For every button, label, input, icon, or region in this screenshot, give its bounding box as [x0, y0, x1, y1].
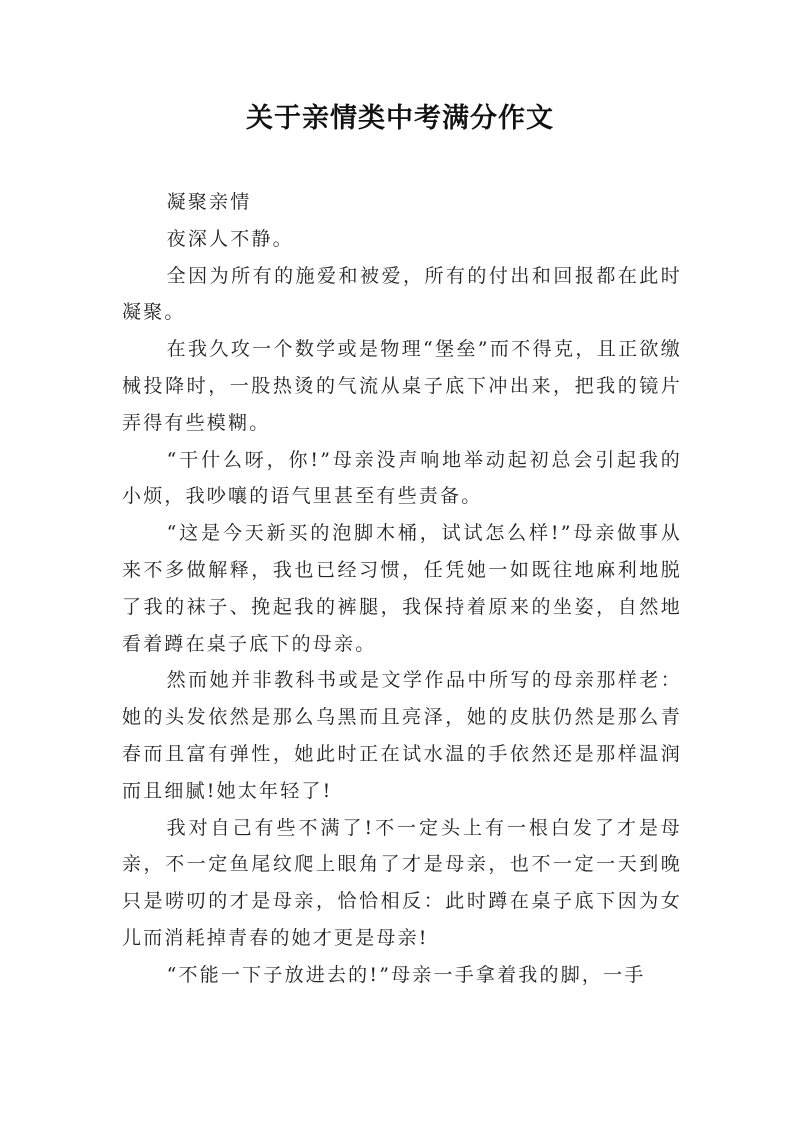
paragraph: 然而她并非教科书或是文学作品中所写的母亲那样老：她的头发依然是那么乌黑而且亮泽，她的皮肤仍然是那么青春而且富有弹性，她此时正在试水温的手依然还是那样温润而且细腻!她太年轻了! — [122, 669, 682, 802]
paragraph: 在我久攻一个数学或是物理“堡垒”而不得克，且正欲缴械投降时，一股热烫的气流从桌子底下冲出来，把我的镜片弄得有些模糊。 — [122, 338, 682, 434]
paragraph: “干什么呀，你!”母亲没声响地举动起初总会引起我的小烦，我吵嚷的语气里甚至有些责备。 — [122, 448, 682, 508]
paragraph: “不能一下子放进去的!”母亲一手拿着我的脚，一手 — [166, 963, 646, 986]
paragraph: 我对自己有些不满了!不一定头上有一根白发了才是母亲，不一定鱼尾纹爬上眼角了才是母亲，也不一定一天到晚只是唠叨的才是母亲，恰恰相反：此时蹲在桌子底下因为女儿而消耗掉青春的她才更是母亲! — [122, 816, 682, 949]
document-body — [122, 184, 682, 994]
paragraph-subtitle: 凝聚亲情 — [166, 191, 252, 213]
document-title: 关于亲情类中考满分作文 — [246, 103, 554, 134]
paragraph: 全因为所有的施爱和被爱，所有的付出和回报都在此时凝聚。 — [122, 264, 682, 324]
paragraph: 夜深人不静。 — [166, 227, 294, 250]
paragraph: “这是今天新买的泡脚木桶，试试怎么样!”母亲做事从来不多做解释，我也已经习惯，任凭她一如既往地麻利地脱了我的袜子、挽起我的裤腿，我保持着原来的坐姿，自然地看着蹲在桌子底下的母亲。 — [122, 522, 682, 655]
